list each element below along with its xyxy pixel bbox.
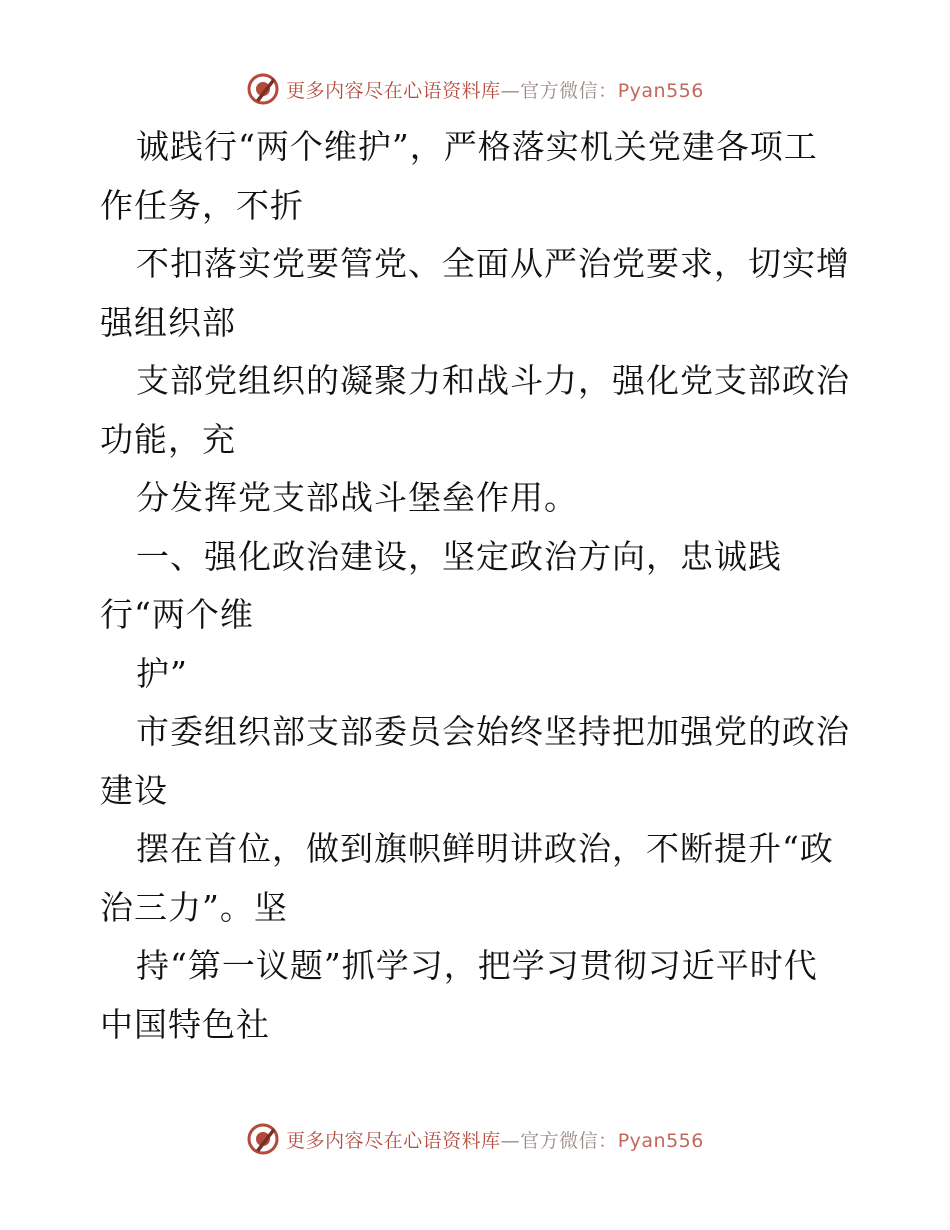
watermark-text bbox=[286, 1126, 704, 1153]
text-line: 建设 bbox=[100, 770, 168, 810]
text-line: 诚践行“两个维护”，严格落实机关党建各项工 bbox=[136, 127, 818, 166]
text-line: 中国特色社 bbox=[100, 1004, 270, 1044]
section-heading-cont: 护” bbox=[136, 653, 188, 693]
watermark-main: 更多内容尽在心语资料库 bbox=[286, 79, 501, 102]
text-line: 持“第一议题”抓学习，把学习贯彻习近平时代 bbox=[136, 946, 818, 985]
text-line: 摆在首位，做到旗帜鲜明讲政治，不断提升“政 bbox=[136, 829, 834, 868]
document-body bbox=[100, 118, 860, 1054]
text-line: 作任务，不折 bbox=[100, 185, 304, 225]
text-line: 支部党组织的凝聚力和战斗力，强化党支部政治 bbox=[136, 361, 850, 400]
watermark-separator: — bbox=[500, 1129, 521, 1152]
section-heading: 一、强化政治建设，坚定政治方向，忠诚践 bbox=[136, 536, 782, 576]
text-line: 功能，充 bbox=[100, 419, 236, 459]
watermark-label: 官方微信： bbox=[520, 79, 618, 102]
watermark-label: 官方微信： bbox=[520, 1129, 618, 1152]
footer-watermark bbox=[0, 1122, 950, 1156]
watermark-text bbox=[286, 76, 704, 103]
quill-logo-icon bbox=[246, 1122, 280, 1156]
watermark-separator: — bbox=[500, 79, 521, 102]
text-line: 分发挥党支部战斗堡垒作用。 bbox=[136, 478, 578, 517]
watermark-id: Pyan556 bbox=[617, 79, 704, 102]
header-watermark bbox=[0, 72, 950, 106]
text-line: 市委组织部支部委员会始终坚持把加强党的政治 bbox=[136, 712, 850, 751]
watermark-id: Pyan556 bbox=[617, 1129, 704, 1152]
text-line: 不扣落实党要管党、全面从严治党要求，切实增 bbox=[136, 244, 850, 283]
text-line: 强组织部 bbox=[100, 302, 236, 342]
watermark-main: 更多内容尽在心语资料库 bbox=[286, 1129, 501, 1152]
text-line: 治三力”。坚 bbox=[100, 887, 288, 927]
section-heading-cont: 行“两个维 bbox=[100, 595, 254, 634]
quill-logo-icon bbox=[246, 72, 280, 106]
